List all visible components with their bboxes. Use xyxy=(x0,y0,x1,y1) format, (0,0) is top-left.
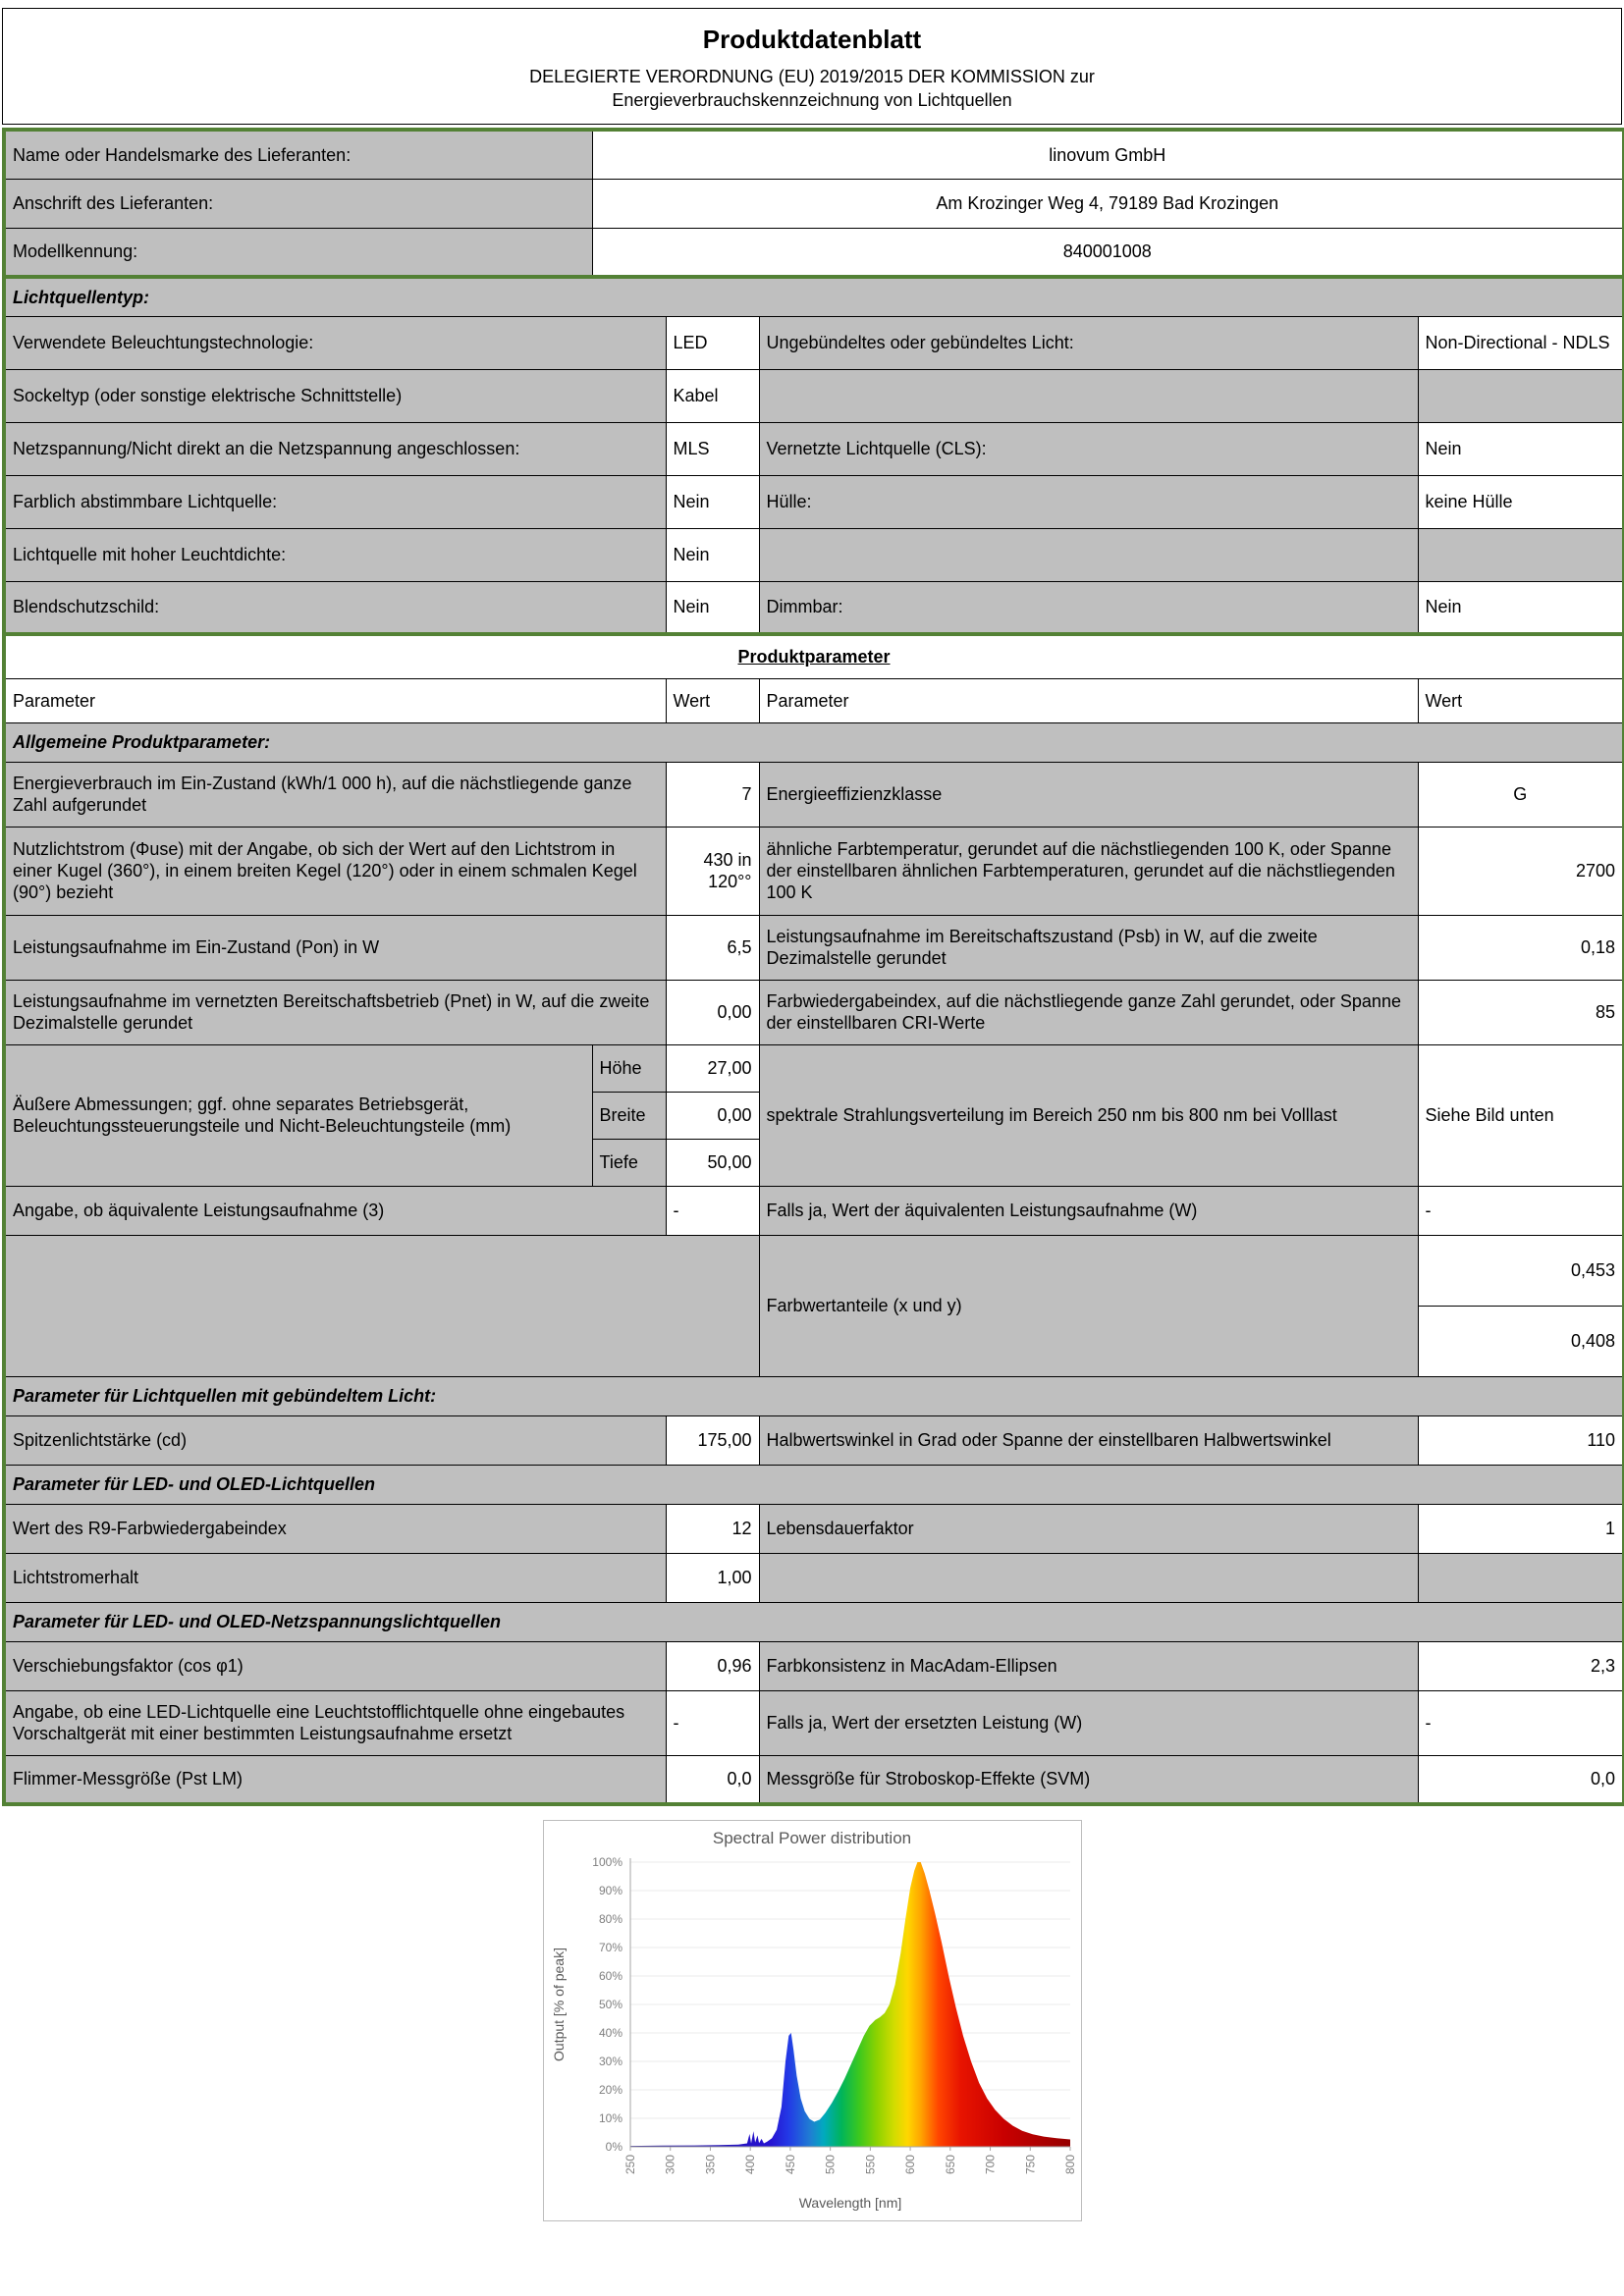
table-row xyxy=(4,980,1624,1044)
product-parameters-title-text: Produktparameter xyxy=(737,647,891,667)
useful-flux-label: Nutzlichtstrom (Φuse) mit der Angabe, ob sich der Wert auf den Lichtstrom in einer Kugel (360°), in einem breiten Kegel (120°) oder in einem schmalen Kegel (90°) bezieht xyxy=(4,827,666,915)
cri-label: Farbwiedergabeindex, auf die nächstliegende ganze Zahl gerundet, oder Spanne der einstellbaren CRI-Werte xyxy=(759,980,1418,1044)
x-tick-label: 350 xyxy=(702,2155,717,2175)
table-row xyxy=(4,179,1624,228)
displacement-factor-label: Verschiebungsfaktor (cos φ1) xyxy=(4,1641,666,1690)
table-row xyxy=(4,475,1624,528)
x-tick-label: 550 xyxy=(862,2155,877,2175)
supplier-name-value: linovum GmbH xyxy=(592,130,1624,179)
y-axis-title: Output [% of peak] xyxy=(550,1948,567,2061)
product-parameters-table xyxy=(2,632,1624,1806)
empty-cell xyxy=(1418,528,1624,581)
y-tick-label: 100% xyxy=(591,1855,623,1869)
equivalent-power-claim-label: Angabe, ob äquivalente Leistungsaufnahme (3) xyxy=(4,1186,666,1235)
pon-value: 6,5 xyxy=(666,915,759,980)
replaced-power-value: - xyxy=(1418,1690,1624,1755)
y-tick-label: 20% xyxy=(598,2083,623,2097)
x-tick-label: 600 xyxy=(902,2155,917,2175)
r9-value: 12 xyxy=(666,1504,759,1553)
depth-value: 50,00 xyxy=(666,1139,759,1186)
x-tick-label: 650 xyxy=(943,2155,957,2175)
supplier-table xyxy=(2,128,1624,279)
beam-angle-value: 110 xyxy=(1418,1415,1624,1465)
x-tick-label: 700 xyxy=(983,2155,998,2175)
table-row xyxy=(4,1755,1624,1804)
table-row xyxy=(4,369,1624,422)
section-header-general: Allgemeine Produktparameter: xyxy=(4,722,1624,762)
efficiency-class-value: G xyxy=(1418,762,1624,827)
x-tick-label: 450 xyxy=(783,2155,797,2175)
y-tick-label: 0% xyxy=(605,2140,623,2154)
y-tick-label: 10% xyxy=(598,2111,623,2125)
table-row xyxy=(4,827,1624,915)
connected-source-value: Nein xyxy=(1418,422,1624,475)
y-tick-label: 50% xyxy=(598,1998,623,2011)
table-row xyxy=(4,1504,1624,1553)
spectral-chart-svg xyxy=(544,1852,1079,2214)
y-tick-label: 70% xyxy=(598,1941,623,1954)
flicker-label: Flimmer-Messgröße (Pst LM) xyxy=(4,1755,666,1804)
colour-consistency-value: 2,3 xyxy=(1418,1641,1624,1690)
mains-label: Netzspannung/Nicht direkt an die Netzspannung angeschlossen: xyxy=(4,422,666,475)
envelope-value: keine Hülle xyxy=(1418,475,1624,528)
table-row xyxy=(4,1465,1624,1504)
table-row xyxy=(4,1553,1624,1602)
table-row xyxy=(4,722,1624,762)
y-tick-label: 90% xyxy=(598,1884,623,1897)
table-row xyxy=(4,1690,1624,1755)
supplier-address-label: Anschrift des Lieferanten: xyxy=(4,179,592,228)
table-row xyxy=(4,915,1624,980)
y-tick-label: 40% xyxy=(598,2026,623,2040)
empty-cell xyxy=(4,1235,759,1376)
height-label: Höhe xyxy=(592,1044,666,1092)
cri-value: 85 xyxy=(1418,980,1624,1044)
technology-label: Verwendete Beleuchtungstechnologie: xyxy=(4,316,666,369)
depth-label: Tiefe xyxy=(592,1139,666,1186)
pon-label: Leistungsaufnahme im Ein-Zustand (Pon) in W xyxy=(4,915,666,980)
psb-value: 0,18 xyxy=(1418,915,1624,980)
colour-tunable-value: Nein xyxy=(666,475,759,528)
peak-intensity-label: Spitzenlichtstärke (cd) xyxy=(4,1415,666,1465)
subtitle-labelling: Energieverbrauchskennzeichnung von Lichtquellen xyxy=(612,90,1012,110)
table-row xyxy=(4,1602,1624,1641)
light-source-type-table xyxy=(2,275,1624,636)
document-header xyxy=(2,8,1622,125)
table-row xyxy=(4,581,1624,634)
x-tick-label: 400 xyxy=(742,2155,757,2175)
empty-cell xyxy=(1418,369,1624,422)
pnet-label: Leistungsaufnahme im vernetzten Bereitschaftsbetrieb (Pnet) in W, auf die zweite Dezimalstelle gerundet xyxy=(4,980,666,1044)
table-row xyxy=(4,316,1624,369)
beam-type-label: Ungebündeltes oder gebündeltes Licht: xyxy=(759,316,1418,369)
col-header-parameter-right: Parameter xyxy=(759,678,1418,722)
table-row xyxy=(4,1641,1624,1690)
table-row xyxy=(4,678,1624,722)
table-row xyxy=(4,1235,1624,1306)
lumen-maintenance-value: 1,00 xyxy=(666,1553,759,1602)
x-axis-title: Wavelength [nm] xyxy=(798,2195,901,2211)
y-tick-label: 80% xyxy=(598,1912,623,1926)
section-header-directional: Parameter für Lichtquellen mit gebündeltem Licht: xyxy=(4,1376,1624,1415)
table-row xyxy=(4,277,1624,316)
supplier-name-label: Name oder Handelsmarke des Lieferanten: xyxy=(4,130,592,179)
supplier-address-value: Am Krozinger Weg 4, 79189 Bad Krozingen xyxy=(592,179,1624,228)
replacement-claim-label: Angabe, ob eine LED-Lichtquelle eine Leuchtstofflichtquelle ohne eingebautes Vorschaltgerät mit einer bestimmten Leistungsaufnahme ersetzt xyxy=(4,1690,666,1755)
mains-value: MLS xyxy=(666,422,759,475)
x-tick-label: 500 xyxy=(823,2155,838,2175)
y-tick-label: 30% xyxy=(598,2055,623,2068)
r9-label: Wert des R9-Farbwiedergabeindex xyxy=(4,1504,666,1553)
table-row xyxy=(4,1415,1624,1465)
empty-cell xyxy=(759,1553,1418,1602)
table-row xyxy=(4,1044,1624,1092)
equivalent-power-claim-value: - xyxy=(666,1186,759,1235)
useful-flux-value-line2: 120°° xyxy=(708,872,752,891)
spectral-distribution-value: Siehe Bild unten xyxy=(1418,1044,1624,1186)
lifetime-factor-label: Lebensdauerfaktor xyxy=(759,1504,1418,1553)
energy-consumption-label: Energieverbrauch im Ein-Zustand (kWh/1 000 h), auf die nächstliegende ganze Zahl aufgerundet xyxy=(4,762,666,827)
stroboscopic-label: Messgröße für Stroboskop-Effekte (SVM) xyxy=(759,1755,1418,1804)
stroboscopic-value: 0,0 xyxy=(1418,1755,1624,1804)
high-luminance-label: Lichtquelle mit hoher Leuchtdichte: xyxy=(4,528,666,581)
useful-flux-value-line1: 430 in xyxy=(703,850,752,870)
x-tick-label: 300 xyxy=(663,2155,677,2175)
cct-value: 2700 xyxy=(1418,827,1624,915)
displacement-factor-value: 0,96 xyxy=(666,1641,759,1690)
colour-consistency-label: Farbkonsistenz in MacAdam-Ellipsen xyxy=(759,1641,1418,1690)
technology-value: LED xyxy=(666,316,759,369)
section-header-led-oled: Parameter für LED- und OLED-Lichtquellen xyxy=(4,1465,1624,1504)
chromaticity-y-value: 0,408 xyxy=(1418,1306,1624,1376)
x-tick-label: 250 xyxy=(623,2155,637,2175)
empty-cell xyxy=(1418,1553,1624,1602)
table-row xyxy=(4,528,1624,581)
cct-label: ähnliche Farbtemperatur, gerundet auf die nächstliegenden 100 K, oder Spanne der einstellbaren ähnlichen Farbtemperaturen, gerundet auf die nächstliegenden 100 K xyxy=(759,827,1418,915)
replacement-claim-value: - xyxy=(666,1690,759,1755)
spectral-distribution-label: spektrale Strahlungsverteilung im Bereich 250 nm bis 800 nm bei Volllast xyxy=(759,1044,1418,1186)
dimmable-value: Nein xyxy=(1418,581,1624,634)
section-header-lichtquellentyp: Lichtquellentyp: xyxy=(4,277,1624,316)
col-header-wert-left: Wert xyxy=(666,678,759,722)
high-luminance-value: Nein xyxy=(666,528,759,581)
chart-title: Spectral Power distribution xyxy=(712,1829,912,1847)
chromaticity-label: Farbwertanteile (x und y) xyxy=(759,1235,1418,1376)
height-value: 27,00 xyxy=(666,1044,759,1092)
energy-consumption-value: 7 xyxy=(666,762,759,827)
colour-tunable-label: Farblich abstimmbare Lichtquelle: xyxy=(4,475,666,528)
table-row xyxy=(4,634,1624,678)
useful-flux-value xyxy=(666,827,759,915)
anti-glare-label: Blendschutzschild: xyxy=(4,581,666,634)
cap-type-label: Sockeltyp (oder sonstige elektrische Schnittstelle) xyxy=(4,369,666,422)
section-header-mains: Parameter für LED- und OLED-Netzspannungslichtquellen xyxy=(4,1602,1624,1641)
pnet-value: 0,00 xyxy=(666,980,759,1044)
table-row xyxy=(4,1376,1624,1415)
lifetime-factor-value: 1 xyxy=(1418,1504,1624,1553)
y-tick-label: 60% xyxy=(598,1969,623,1983)
col-header-wert-right: Wert xyxy=(1418,678,1624,722)
empty-cell xyxy=(759,369,1418,422)
flicker-value: 0,0 xyxy=(666,1755,759,1804)
col-header-parameter-left: Parameter xyxy=(4,678,666,722)
product-parameters-title xyxy=(4,634,1624,678)
anti-glare-value: Nein xyxy=(666,581,759,634)
envelope-label: Hülle: xyxy=(759,475,1418,528)
table-row xyxy=(4,228,1624,277)
cap-type-value: Kabel xyxy=(666,369,759,422)
width-label: Breite xyxy=(592,1092,666,1139)
empty-cell xyxy=(759,528,1418,581)
table-row xyxy=(4,1186,1624,1235)
efficiency-class-label: Energieeffizienzklasse xyxy=(759,762,1418,827)
page-title: Produktdatenblatt xyxy=(702,25,922,54)
lumen-maintenance-label: Lichtstromerhalt xyxy=(4,1553,666,1602)
table-row xyxy=(4,130,1624,179)
dimmable-label: Dimmbar: xyxy=(759,581,1418,634)
table-row xyxy=(4,422,1624,475)
chromaticity-x-value: 0,453 xyxy=(1418,1235,1624,1306)
equivalent-power-value: - xyxy=(1418,1186,1624,1235)
model-id-label: Modellkennung: xyxy=(4,228,592,277)
beam-angle-label: Halbwertswinkel in Grad oder Spanne der einstellbaren Halbwertswinkel xyxy=(759,1415,1418,1465)
peak-intensity-value: 175,00 xyxy=(666,1415,759,1465)
spectral-power-chart xyxy=(543,1820,1082,2221)
table-row xyxy=(4,762,1624,827)
dimensions-label: Äußere Abmessungen; ggf. ohne separates Betriebsgerät, Beleuchtungssteuerungsteile und Nicht-Beleuchtungsteile (mm) xyxy=(4,1044,592,1186)
equivalent-power-label: Falls ja, Wert der äquivalenten Leistungsaufnahme (W) xyxy=(759,1186,1418,1235)
connected-source-label: Vernetzte Lichtquelle (CLS): xyxy=(759,422,1418,475)
subtitle-regulation: DELEGIERTE VERORDNUNG (EU) 2019/2015 DER KOMMISSION zur xyxy=(529,67,1095,86)
width-value: 0,00 xyxy=(666,1092,759,1139)
replaced-power-label: Falls ja, Wert der ersetzten Leistung (W) xyxy=(759,1690,1418,1755)
x-tick-label: 800 xyxy=(1062,2155,1077,2175)
model-id-value: 840001008 xyxy=(592,228,1624,277)
beam-type-value: Non-Directional - NDLS xyxy=(1418,316,1624,369)
psb-label: Leistungsaufnahme im Bereitschaftszustand (Psb) in W, auf die zweite Dezimalstelle gerundet xyxy=(759,915,1418,980)
x-tick-label: 750 xyxy=(1022,2155,1037,2175)
